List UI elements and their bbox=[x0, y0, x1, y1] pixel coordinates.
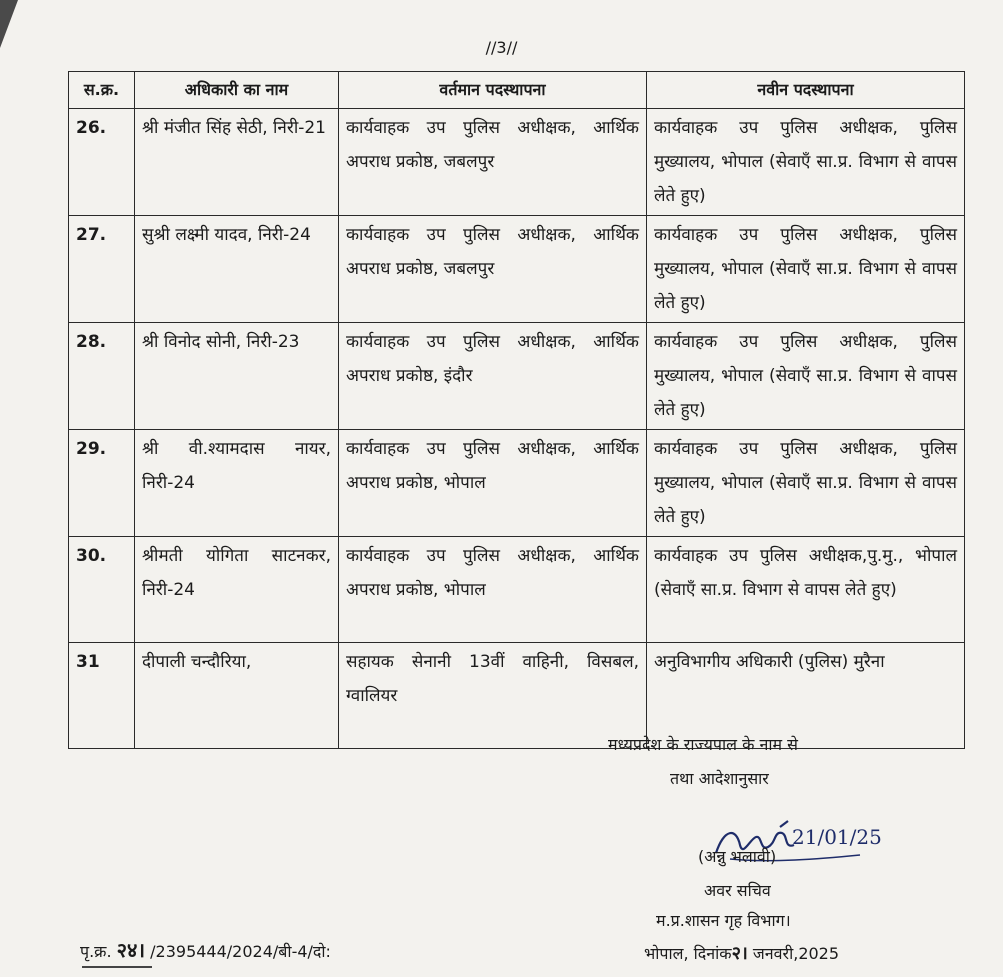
page-number: //3// bbox=[485, 38, 518, 57]
serial-number: 30. bbox=[69, 537, 135, 643]
current-posting: सहायक सेनानी 13वीं वाहिनी, विसबल, ग्वालियर bbox=[339, 643, 647, 749]
new-posting: कार्यवाहक उप पुलिस अधीक्षक, पुलिस मुख्यालय, भोपाल (सेवाएँ सा.प्र. विभाग से वापस लेते हुए) bbox=[647, 216, 965, 323]
table-row bbox=[69, 323, 965, 430]
header-officer-name: अधिकारी का नाम bbox=[135, 72, 339, 109]
table-header-row bbox=[69, 72, 965, 109]
place-date-day: २। bbox=[731, 943, 748, 964]
current-posting: कार्यवाहक उप पुलिस अधीक्षक, आर्थिक अपराध प्रकोष्ठ, भोपाल bbox=[339, 430, 647, 537]
new-posting: कार्यवाहक उप पुलिस अधीक्षक, पुलिस मुख्यालय, भोपाल (सेवाएँ सा.प्र. विभाग से वापस लेते हुए) bbox=[647, 323, 965, 430]
serial-number: 27. bbox=[69, 216, 135, 323]
new-posting: कार्यवाहक उप पुलिस अधीक्षक, पुलिस मुख्यालय, भोपाल (सेवाएँ सा.प्र. विभाग से वापस लेते हुए) bbox=[647, 109, 965, 216]
current-posting: कार्यवाहक उप पुलिस अधीक्षक, आर्थिक अपराध प्रकोष्ठ, जबलपुर bbox=[339, 216, 647, 323]
officer-name: दीपाली चन्दौरिया, bbox=[135, 643, 339, 749]
reference-number bbox=[80, 936, 331, 963]
table-row bbox=[69, 537, 965, 643]
serial-number: 29. bbox=[69, 430, 135, 537]
officer-name: श्री वी.श्यामदास नायर, निरी-24 bbox=[135, 430, 339, 537]
serial-number: 31 bbox=[69, 643, 135, 749]
current-posting: कार्यवाहक उप पुलिस अधीक्षक, आर्थिक अपराध प्रकोष्ठ, जबलपुर bbox=[339, 109, 647, 216]
signature-date: 21/01/25 bbox=[792, 825, 882, 849]
current-posting: कार्यवाहक उप पुलिस अधीक्षक, आर्थिक अपराध प्रकोष्ठ, भोपाल bbox=[339, 537, 647, 643]
place-date bbox=[644, 941, 839, 965]
table-row bbox=[69, 643, 965, 749]
new-posting: कार्यवाहक उप पुलिस अधीक्षक, पुलिस मुख्यालय, भोपाल (सेवाएँ सा.प्र. विभाग से वापस लेते हुए) bbox=[647, 430, 965, 537]
place-date-prefix: भोपाल, दिनांक bbox=[644, 944, 732, 963]
new-posting: कार्यवाहक उप पुलिस अधीक्षक,पु.मु., भोपाल (सेवाएँ सा.प्र. विभाग से वापस लेते हुए) bbox=[647, 537, 965, 643]
cut-off-text-line bbox=[82, 966, 152, 977]
order-line: तथा आदेशानुसार bbox=[670, 769, 769, 788]
serial-number: 26. bbox=[69, 109, 135, 216]
governor-authority-line: मध्यप्रदेश के राज्यपाल के नाम से bbox=[608, 735, 798, 754]
table-row bbox=[69, 216, 965, 323]
current-posting: कार्यवाहक उप पुलिस अधीक्षक, आर्थिक अपराध प्रकोष्ठ, इंदौर bbox=[339, 323, 647, 430]
officer-name: श्री मंजीत सिंह सेठी, निरी-21 bbox=[135, 109, 339, 216]
officer-name: श्री विनोद सोनी, निरी-23 bbox=[135, 323, 339, 430]
place-date-suffix: जनवरी,2025 bbox=[752, 944, 840, 963]
reference-prefix: पृ.क्र. bbox=[80, 942, 112, 961]
signatory-designation: अवर सचिव bbox=[704, 881, 771, 900]
reference-handwritten-number: २४। bbox=[116, 938, 146, 962]
transfer-table bbox=[68, 71, 965, 749]
department-name: म.प्र.शासन गृह विभाग। bbox=[656, 911, 791, 930]
table-row bbox=[69, 109, 965, 216]
officer-name: सुश्री लक्ष्मी यादव, निरी-24 bbox=[135, 216, 339, 323]
reference-suffix: /2395444/2024/बी-4/दो: bbox=[150, 942, 331, 961]
serial-number: 28. bbox=[69, 323, 135, 430]
officer-name: श्रीमती योगिता साटनकर, निरी-24 bbox=[135, 537, 339, 643]
header-new-posting: नवीन पदस्थापना bbox=[647, 72, 965, 109]
header-serial: स.क्र. bbox=[69, 72, 135, 109]
header-current-posting: वर्तमान पदस्थापना bbox=[339, 72, 647, 109]
new-posting: अनुविभागीय अधिकारी (पुलिस) मुरैना bbox=[647, 643, 965, 749]
signatory-name: (अन्नु भलावी) bbox=[698, 847, 777, 866]
table-row bbox=[69, 430, 965, 537]
